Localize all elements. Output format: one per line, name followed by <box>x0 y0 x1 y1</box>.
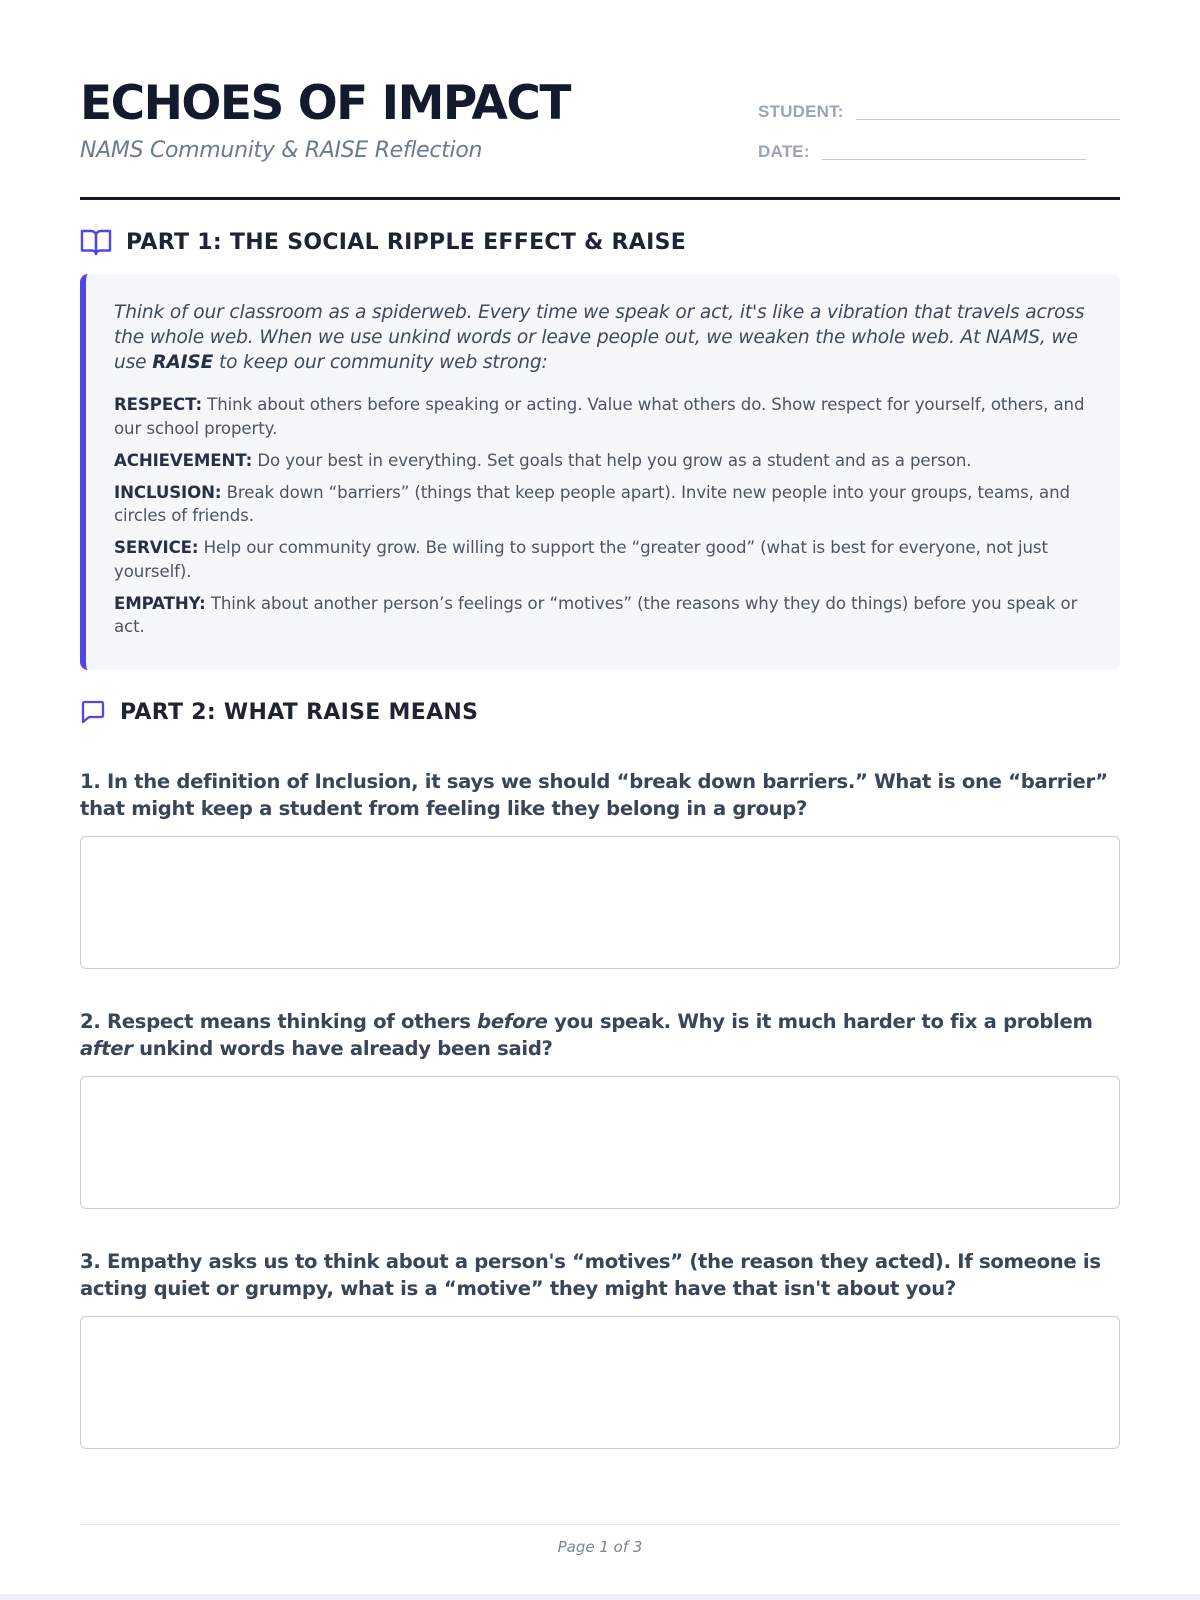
q2-text: you speak. Why is it much harder to fix a problem <box>547 1010 1093 1033</box>
date-field <box>758 126 1120 166</box>
part2-heading <box>80 696 478 728</box>
value-term: INCLUSION: <box>114 482 222 502</box>
value-term: ACHIEVEMENT: <box>114 450 253 470</box>
value-inclusion <box>114 481 1094 528</box>
answer-box-1[interactable] <box>80 836 1120 969</box>
book-open-icon <box>80 226 112 258</box>
value-respect <box>114 393 1094 440</box>
worksheet-subtitle: NAMS Community & RAISE Reflection <box>80 138 483 163</box>
value-text: Do your best in everything. Set goals that help you grow as a student and as a person. <box>252 450 972 470</box>
name-date-fields <box>758 86 1120 166</box>
date-label: DATE: <box>758 142 810 161</box>
intro-text-start: Think of our classroom as a spiderweb. Every time we speak or act, it's like a vibration that travels across the whole web. When we use unkind words or leave people out, we weaken the whole web. At NAMS, we use <box>114 302 1085 373</box>
answer-box-3[interactable] <box>80 1316 1120 1449</box>
page-bottom-edge <box>0 1594 1200 1600</box>
part1-heading <box>80 226 686 258</box>
worksheet-title: ECHOES OF IMPACT <box>80 76 570 131</box>
question-2 <box>80 1008 1124 1062</box>
footer-divider <box>80 1524 1120 1525</box>
value-text: Think about another person’s feelings or “motives” (the reasons why they do things) before you speak or act. <box>114 593 1078 636</box>
part1-title: PART 1: THE SOCIAL RIPPLE EFFECT & RAISE <box>126 229 687 255</box>
student-label: STUDENT: <box>758 102 844 121</box>
value-term: SERVICE: <box>114 538 199 557</box>
value-term: EMPATHY: <box>114 593 206 613</box>
value-service <box>114 536 1094 583</box>
value-text: Help our community grow. Be willing to support the “greater good” (what is best for everyone, not just yourself). <box>114 538 1048 581</box>
date-line[interactable] <box>822 159 1086 160</box>
callout-intro <box>114 300 1094 375</box>
q2-emphasis-before: before <box>477 1010 548 1033</box>
intro-raise-word: RAISE <box>152 352 214 373</box>
intro-text-end: to keep our community web strong: <box>213 352 548 373</box>
answer-box-2[interactable] <box>80 1076 1120 1209</box>
value-text: Break down “barriers” (things that keep people apart). Invite new people into your groups, teams, and circles of friends. <box>114 482 1070 525</box>
q2-text: 2. Respect means thinking of others <box>80 1010 478 1033</box>
part2-title: PART 2: WHAT RAISE MEANS <box>120 699 479 725</box>
value-term: RESPECT: <box>114 395 202 414</box>
question-1: 1. In the definition of Inclusion, it says we should “break down barriers.” What is one “barrier” that might keep a student from feeling like they belong in a group? <box>80 770 1108 820</box>
page-number: Page 1 of 3 <box>557 1538 643 1556</box>
q2-emphasis-after: after <box>80 1037 133 1060</box>
q2-text: unkind words have already been said? <box>132 1037 553 1060</box>
speech-bubble-icon <box>80 696 106 728</box>
value-text: Think about others before speaking or acting. Value what others do. Show respect for yourself, others, and our school property. <box>114 395 1085 438</box>
raise-values-list <box>114 393 1094 639</box>
question-3: 3. Empathy asks us to think about a person's “motives” (the reason they acted). If someone is acting quiet or grumpy, what is a “motive” they might have that isn't about you? <box>80 1250 1101 1300</box>
student-field <box>758 86 1120 126</box>
raise-callout <box>80 274 1120 670</box>
student-name-line[interactable] <box>856 119 1120 120</box>
value-empathy <box>114 592 1094 639</box>
value-achievement <box>114 449 1094 473</box>
worksheet-header <box>80 74 1120 200</box>
